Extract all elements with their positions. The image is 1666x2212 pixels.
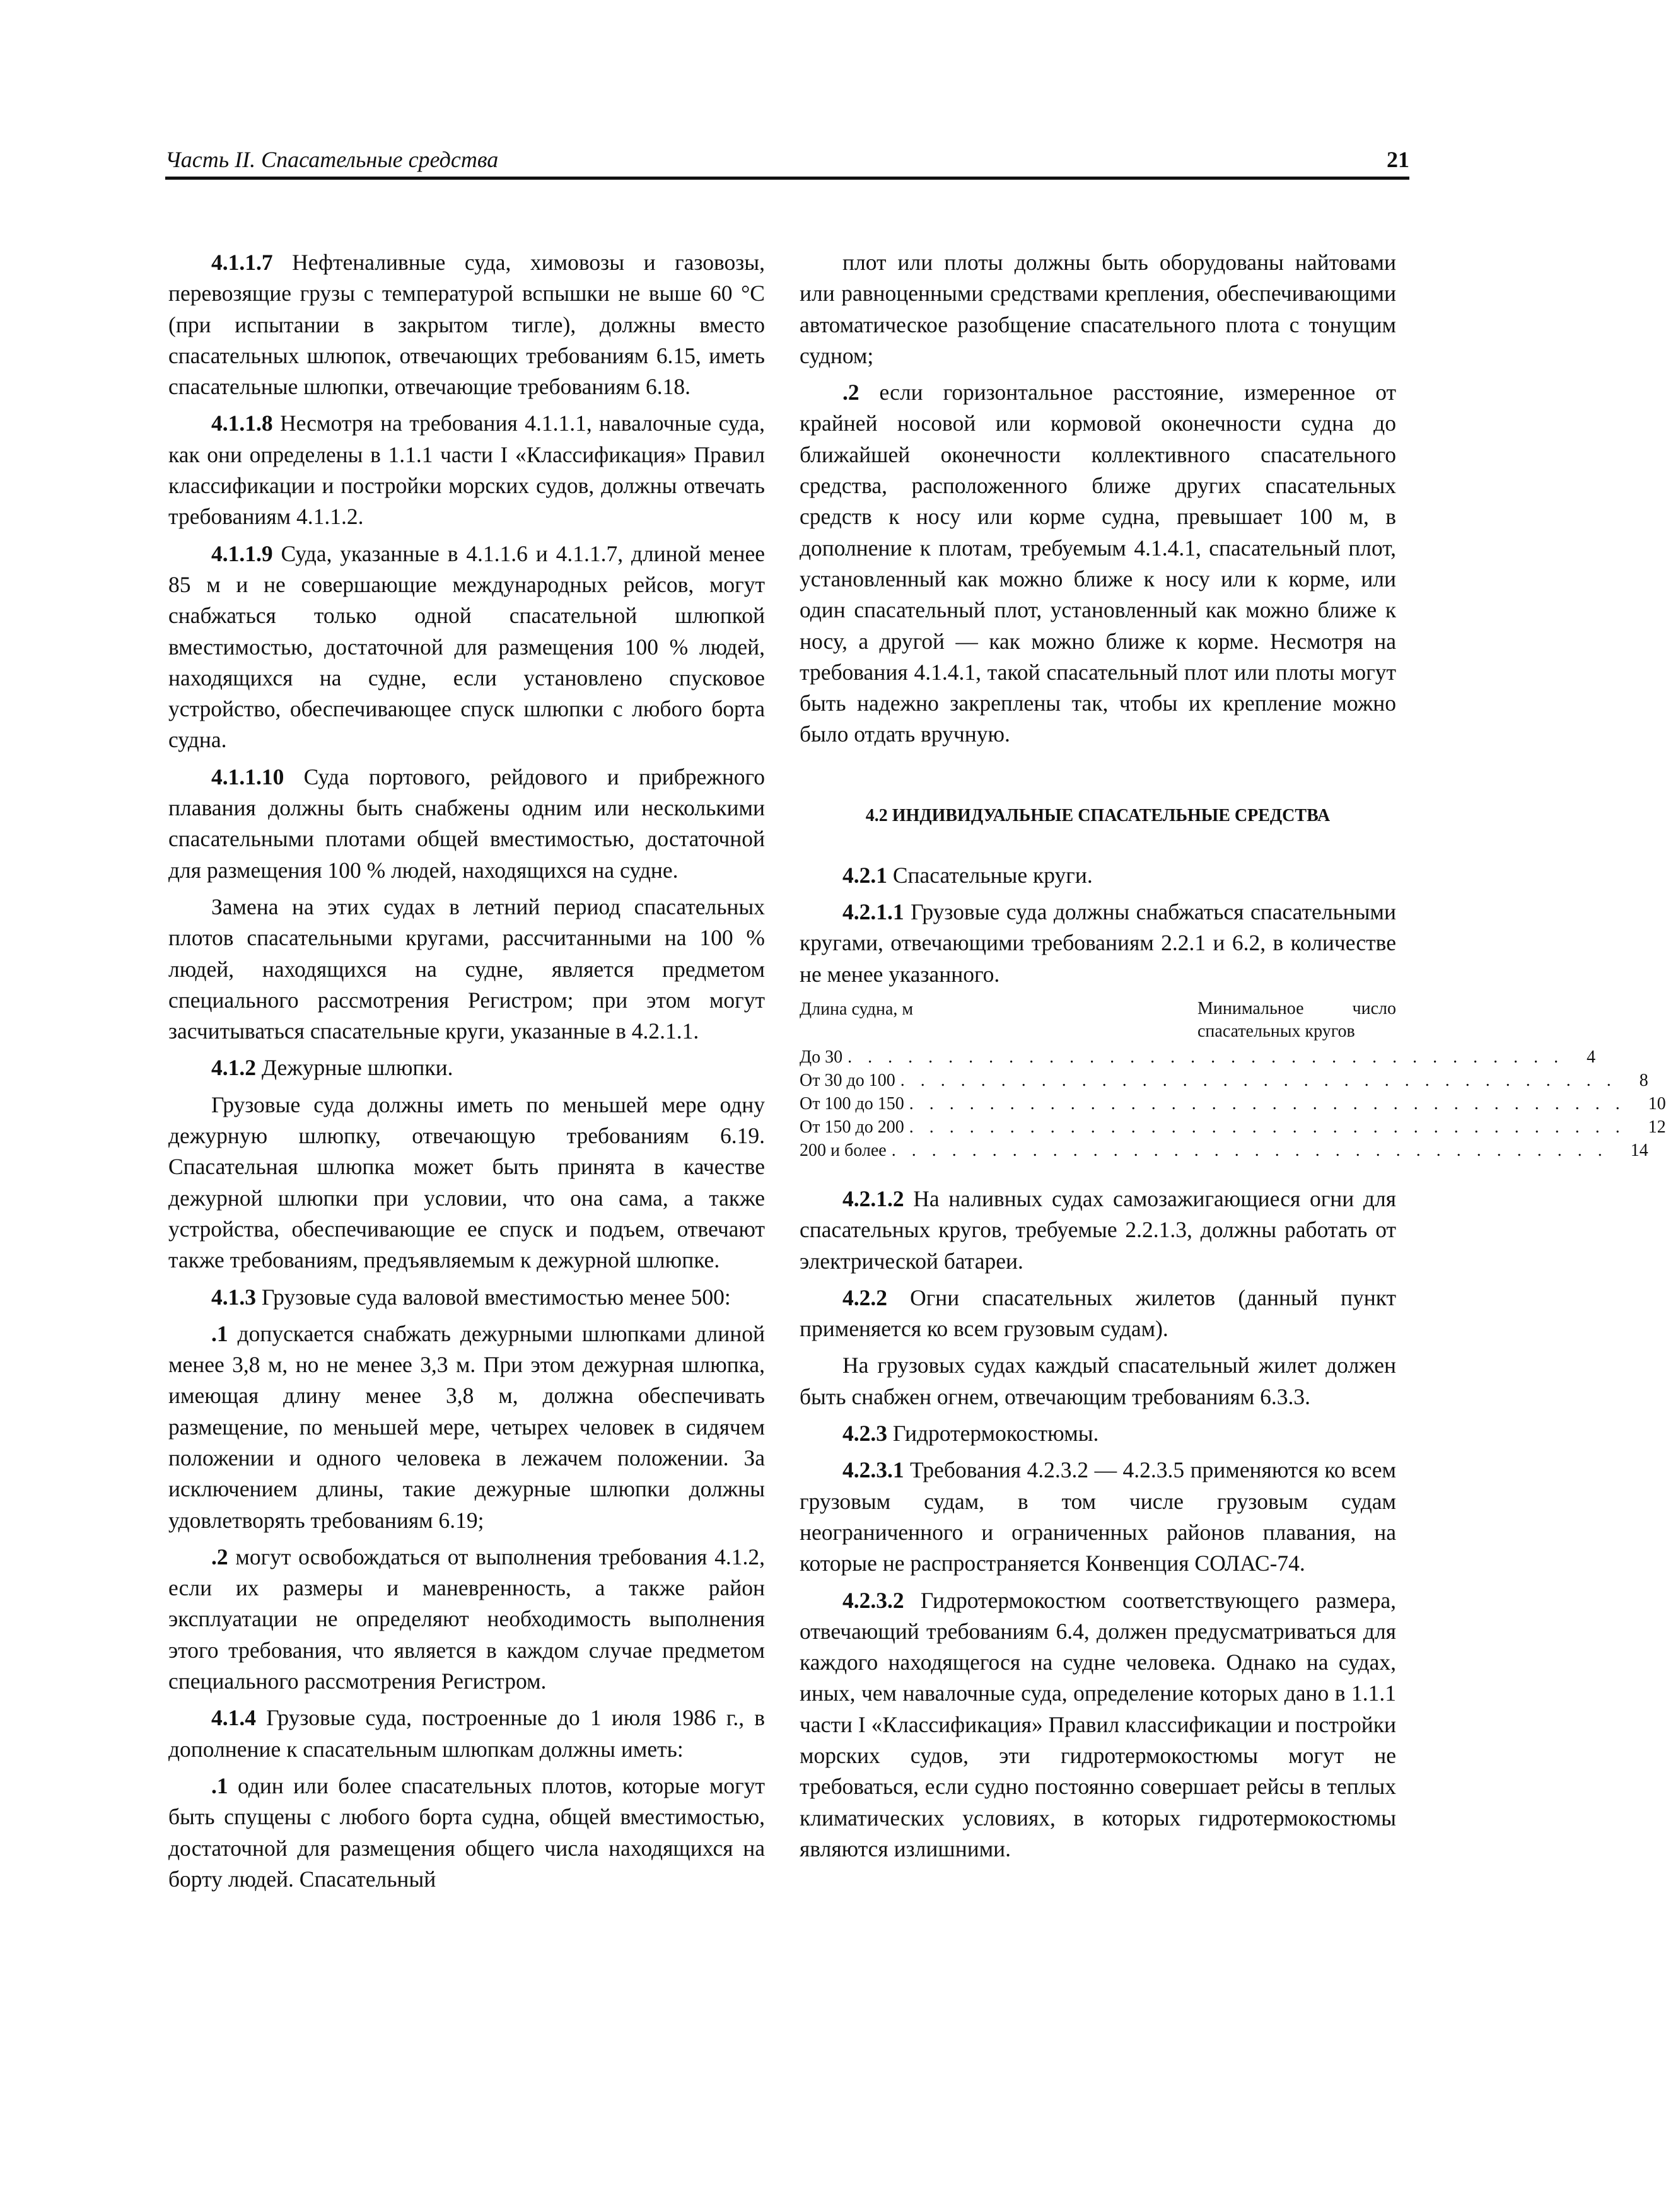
- paragraph: [800, 1350, 1396, 1412]
- table-row: [800, 1139, 1648, 1162]
- clause-number: 4.1.4: [211, 1705, 256, 1731]
- paragraph: [168, 538, 765, 756]
- left-column: [168, 247, 765, 1901]
- clause-number: 4.2.3.1: [842, 1457, 904, 1483]
- paragraph-text: Огни спасательных жилетов (данный пункт применяется ко всем грузовым судам).: [800, 1284, 1396, 1342]
- clause-number: 4.1.1.7: [211, 250, 273, 275]
- paragraph: [800, 1184, 1396, 1277]
- paragraph-text: Дежурные шлюпки.: [256, 1055, 453, 1081]
- paragraph: [800, 247, 1396, 371]
- header-title: Часть II. Спасательные средства: [165, 147, 499, 172]
- left-paragraphs: [168, 247, 765, 1895]
- right-mid-paragraphs: [800, 860, 1396, 990]
- paragraph: [168, 1771, 765, 1895]
- clause-number: 4.1.1.9: [211, 540, 273, 566]
- lifebuoy-count-cell: 12: [1648, 1117, 1666, 1137]
- paragraph: [800, 1455, 1396, 1579]
- paragraph-text: Требования 4.2.3.2 — 4.2.3.5 применяются ко всем грузовым судам, в том числе грузовым судам неограниченного и ограниченных районов плавания, на которые не распространяется Конвенция СОЛАС-74.: [800, 1457, 1396, 1576]
- paragraph: [168, 247, 765, 402]
- section-heading: 4.2 ИНДИВИДУАЛЬНЫЕ СПАСАТЕЛЬНЫЕ СРЕДСТВА: [865, 805, 1331, 825]
- ship-length-cell: От 150 до 200: [800, 1117, 904, 1137]
- table-col1-header: Длина судна, м: [800, 999, 914, 1019]
- paragraph: [168, 1052, 765, 1083]
- paragraph-text: если горизонтальное расстояние, измеренное от крайней носовой или кормовой оконечности судна до ближайшей оконечности коллективного спасательного средства, расположенного ближе других спасательных средств к носу или корме судна, превышает 100 м, в дополнение к плотам, требуемым 4.1.4.1, спасательный плот, установленный как можно ближе к носу или к корме, или один спасательный плот, установленный как можно ближе к носу, а другой — как можно ближе к корме. Несмотря на требования 4.1.4.1, такой спасательный плот или плоты могут быть надежно закреплены так, чтобы их крепление можно было отдать вручную.: [800, 380, 1396, 747]
- clause-number: 4.1.3: [211, 1284, 256, 1310]
- paragraph-text: Грузовые суда, построенные до 1 июля 1986 г., в дополнение к спасательным шлюпкам должны иметь:: [168, 1705, 765, 1762]
- clause-number: .2: [842, 380, 859, 405]
- clause-number: 4.2.2: [842, 1284, 887, 1310]
- paragraph-text: допускается снабжать дежурными шлюпками длиной менее 3,8 м, но не менее 3,3 м. При этом дежурная шлюпка, имеющая длину менее 3,8 м, должна обеспечивать размещение, по меньшей мере, четырех человек в сидячем положении и одного человека в лежачем положении. За исключением длины, такие дежурные шлюпки должны удовлетворять требованиям 6.19;: [168, 1320, 765, 1533]
- leader-dots: . . . . . . . . . . . . . . . . . . . . . . . . . . . . . . . . . . . .: [891, 1140, 1608, 1160]
- clause-number: 4.2.1: [842, 862, 887, 888]
- clause-number: 4.2.3.2: [842, 1587, 904, 1613]
- table-row: [800, 1092, 1666, 1115]
- paragraph: [168, 1318, 765, 1536]
- leader-dots: . . . . . . . . . . . . . . . . . . . . . . . . . . . . . . . . . . . .: [848, 1047, 1564, 1067]
- right-top-paragraphs: [800, 247, 1396, 750]
- ship-length-cell: До 30: [800, 1047, 843, 1067]
- clause-number: 4.2.1.2: [842, 1185, 904, 1211]
- paragraph-text: На грузовых судах каждый спасательный жилет должен быть снабжен огнем, отвечающим требованиям 6.3.3.: [800, 1353, 1396, 1409]
- paragraph: [168, 892, 765, 1047]
- paragraph-text: Суда портового, рейдового и прибрежного плавания должны быть снабжены одним или несколькими спасательными плотами общей вместимостью, достаточной для размещения 100 % людей, находящихся на судне.: [168, 764, 765, 883]
- lifebuoy-count-cell: 10: [1648, 1093, 1666, 1114]
- paragraph: [168, 1090, 765, 1276]
- paragraph: [800, 897, 1396, 990]
- leader-dots: . . . . . . . . . . . . . . . . . . . . . . . . . . . . . . . . . . . .: [909, 1117, 1626, 1137]
- paragraph-text: могут освобождаться от выполнения требования 4.1.2, если их размеры и маневренность, а также район эксплуатации не определяют необходимость выполнения этого требования, что является в каждом случае предметом специального рассмотрения Регистром.: [168, 1544, 765, 1694]
- clause-number: 4.1.1.8: [211, 410, 273, 436]
- clause-number: .2: [211, 1544, 228, 1569]
- paragraph: [168, 1282, 765, 1313]
- table-col2-header: Минимальное число спасательных кругов: [1197, 998, 1396, 1041]
- paragraph-text: Замена на этих судах в летний период спасательных плотов спасательными кругами, рассчитанными на 100 % людей, находящихся на судне, является предметом специального рассмотрения Регистром; при этом могут засчитываться спасательные круги, указанные в 4.2.1.1.: [168, 894, 765, 1044]
- paragraph-text: Суда, указанные в 4.1.1.6 и 4.1.1.7, длиной менее 85 м и не совершающие международных рейсов, могут снабжаться только одной спасательной шлюпкой вместимостью, достаточной для размещения 100 % людей, находящихся на судне, если установлено спусковое устройство, обеспечивающее спуск шлюпки с любого борта судна.: [168, 540, 765, 753]
- paragraph: [800, 1283, 1396, 1345]
- paragraph-text: Грузовые суда должны иметь по меньшей мере одну дежурную шлюпку, отвечающую требованиям 6.19. Спасательная шлюпка может быть принята в качестве дежурной шлюпки при условии, что она сама, а также устройства, обеспечивающие ее спуск и подъем, отвечают также требованиям, предъявляемым к дежурной шлюпке.: [168, 1091, 765, 1273]
- right-bottom-paragraphs: [800, 1184, 1396, 1865]
- table-row: [800, 1045, 1596, 1069]
- ship-length-cell: От 30 до 100: [800, 1070, 895, 1090]
- clause-number: .1: [211, 1773, 228, 1798]
- lifebuoy-count-cell: 4: [1587, 1047, 1596, 1067]
- ship-length-cell: От 100 до 150: [800, 1093, 904, 1114]
- paragraph: [168, 1703, 765, 1765]
- paragraph-text: Гидротермокостюмы.: [887, 1421, 1099, 1447]
- paragraph: [800, 377, 1396, 750]
- clause-number: 4.1.2: [211, 1055, 256, 1081]
- paragraph-text: Несмотря на требования 4.1.1.1, навалочные суда, как они определены в 1.1.1 части I «Классификация» Правил классификации и постройки морских судов, должны отвечать требованиям 4.1.1.2.: [168, 410, 765, 530]
- right-column: [800, 247, 1666, 1870]
- table-body: [800, 1045, 1666, 1162]
- paragraph: [800, 1585, 1396, 1865]
- running-header: [165, 134, 1409, 180]
- table-row: [800, 1069, 1648, 1092]
- page-number: 21: [1387, 147, 1409, 172]
- paragraph-text: Нефтеналивные суда, химовозы и газовозы, перевозящие грузы с температурой вспышки не выше 60 °С (при испытании в закрытом тигле), должны вместо спасательных шлюпок, отвечающих требованиям 6.15, иметь спасательные шлюпки, отвечающие требованиям 6.18.: [168, 250, 765, 400]
- paragraph: [800, 860, 1396, 891]
- paragraph-text: Спасательные круги.: [887, 862, 1093, 888]
- leader-dots: . . . . . . . . . . . . . . . . . . . . . . . . . . . . . . . . . . . .: [909, 1093, 1626, 1114]
- paragraph: [168, 762, 765, 886]
- lifebuoy-count-cell: 14: [1630, 1140, 1648, 1160]
- clause-number: 4.2.1.1: [842, 899, 904, 925]
- ship-length-cell: 200 и более: [800, 1140, 887, 1160]
- lifebuoy-table: [800, 998, 1666, 1162]
- clause-number: 4.1.1.10: [211, 764, 284, 789]
- paragraph: [168, 408, 765, 532]
- table-row: [800, 1115, 1666, 1139]
- paragraph-text: один или более спасательных плотов, которые могут быть спущены с любого борта судна, общей вместимостью, достаточной для размещения общего числа находящихся на борту людей. Спасательный: [168, 1773, 765, 1892]
- table-header: [800, 998, 1396, 1043]
- lifebuoy-count-cell: 8: [1639, 1070, 1648, 1090]
- paragraph-text: Грузовые суда должны снабжаться спасательными кругами, отвечающими требованиям 2.2.1 и 6.2, в количестве не менее указанного.: [800, 899, 1396, 987]
- paragraph: [168, 1542, 765, 1697]
- clause-number: .1: [211, 1320, 228, 1346]
- paragraph: [800, 1418, 1396, 1449]
- paragraph-text: Грузовые суда валовой вместимостью менее 500:: [256, 1284, 731, 1310]
- paragraph-text: Гидротермокостюм соответствующего размера, отвечающий требованиям 6.4, должен предусматриваться для каждого находящегося на судне человека. Однако на судах, иных, чем навалочные суда, определение которых дано в 1.1.1 части I «Классификация» Правил классификации и постройки морских судов, эти гидротермокостюмы могут не требоваться, если судно постоянно совершает рейсы в теплых климатических условиях, в которых гидротермокостюмы являются излишними.: [800, 1587, 1396, 1861]
- paragraph-text: плот или плоты должны быть оборудованы найтовами или равноценными средствами крепления, обеспечивающими автоматическое разобщение спасательного плота с тонущим судном;: [800, 250, 1396, 368]
- paragraph-text: На наливных судах самозажигающиеся огни для спасательных кругов, требуемые 2.2.1.3, должны работать от электрической батареи.: [800, 1185, 1396, 1274]
- clause-number: 4.2.3: [842, 1421, 887, 1447]
- leader-dots: . . . . . . . . . . . . . . . . . . . . . . . . . . . . . . . . . . . .: [900, 1070, 1617, 1090]
